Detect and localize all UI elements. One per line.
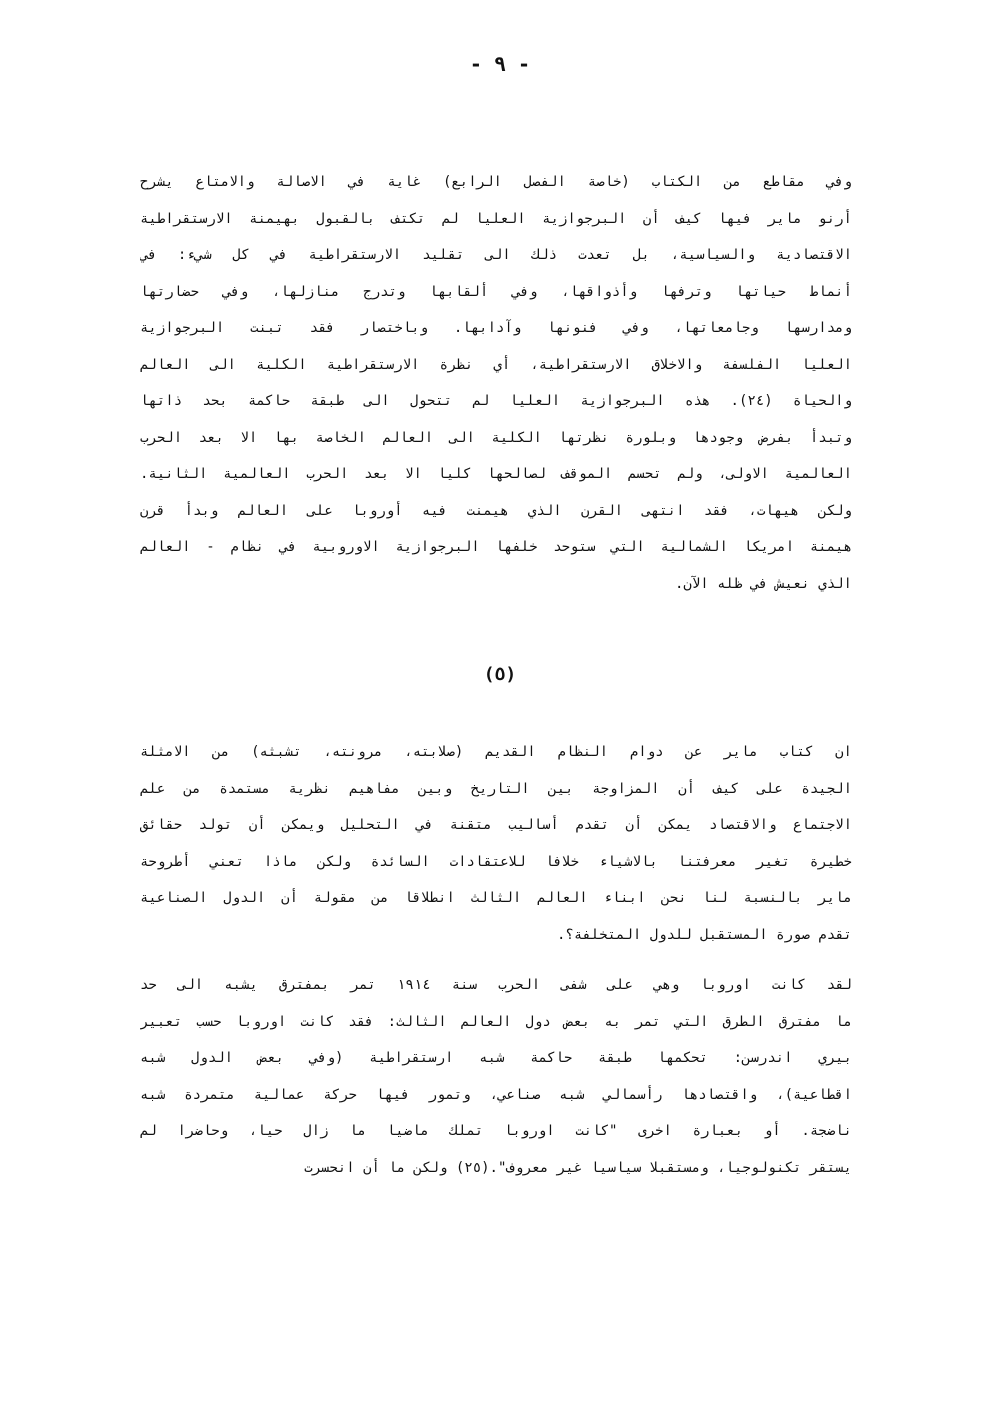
text-line: ان كتاب ماير عن دوام النظام القديم (صلابته، مرونته، تشبثه) من الامثلة — [140, 744, 852, 760]
text-line: تقدم صورة المستقبل للدول المتخلفة؟. — [556, 926, 852, 943]
page-number: - ٩ - — [469, 52, 531, 76]
text-line: الاقتصادية والسياسية، بل تعدت ذلك الى تقليد الارستقراطية في كل شيء: في — [140, 247, 852, 263]
text-line: ولكن هيهات، فقد انتهى القرن الذي هيمنت فيه أوروبا على العالم وبدأ قرن — [140, 502, 852, 519]
text-line: الجيدة على كيف أن المزاوجة بين التاريخ وبين مفاهيم نظرية مستمدة من علم — [140, 780, 852, 797]
text-line: ومدارسها وجامعاتها، وفي فنونها وآدابها. وباختصار فقد تبنت البرجوازية — [140, 320, 852, 336]
text-line: يستقر تكنولوجيا، ومستقبلا سياسيا غير معروف".(٢٥) ولكن ما أن انحسرت — [304, 1159, 852, 1176]
text-line: وفي مقاطع من الكتاب (خاصة الفصل الرابع) غاية في الاصالة والامتاع يشرح — [140, 174, 852, 190]
text-line: أنماط حياتها وترفها وأذواقها، وفي ألقابها وتدرج منازلها، وفي حضارتها — [140, 283, 852, 300]
text-line: لقد كانت اوروبا وهي على شفى الحرب سنة ١٩١٤ تمر بمفترق يشبه الى حد — [140, 977, 852, 993]
section-number: (٥) — [483, 664, 517, 685]
paragraph-1 — [140, 164, 852, 602]
text-line: أرنو ماير فيها كيف أن البرجوازية العليا لم تكتف بالقبول بهيمنة الارستقراطية — [140, 210, 852, 227]
paragraph-2 — [140, 734, 852, 953]
text-line: خطيرة تغير معرفتنا بالاشياء خلافا للاعتقادات السائدة ولكن ماذا تعني أطروحة — [140, 853, 852, 870]
text-line: العليا الفلسفة والاخلاق الارستقراطية، أي نظرة الارستقراطية الكلية الى العالم — [140, 356, 852, 373]
text-line: الاجتماع والاقتصاد يمكن أن تقدم أساليب متقنة في التحليل ويمكن أن تولد حقائق — [140, 817, 852, 833]
text-line: اقطاعية)، واقتصادها رأسمالي شبه صناعي، وتمور فيها حركة عمالية متمردة شبه — [140, 1086, 852, 1103]
text-line: وتبدأ بفرض وجودها وبلورة نظرتها الكلية الى العالم الخاصة بها الا بعد الحرب — [140, 429, 852, 446]
paragraph-3 — [140, 967, 852, 1186]
text-line: ماير بالنسبة لنا نحن ابناء العالم الثالث انطلاقا من مقولة أن الدول الصناعية — [140, 890, 852, 906]
text-line: الذي نعيش في ظله الآن. — [674, 575, 852, 592]
text-line: ما مفترق الطرق التي تمر به بعض دول العالم الثالث: فقد كانت اوروبا حسب تعبير — [140, 1013, 852, 1030]
text-line: هيمنة امريكا الشمالية التي ستوحد خلفها البرجوازية الاوروبية في نظام - العالم — [140, 539, 852, 555]
text-line: ناضجة. أو بعبارة اخرى "كانت اوروبا تملك ماضيا ما زال حيا، وحاضرا لم — [140, 1123, 852, 1139]
text-line: والحياة (٢٤). هذه البرجوازية العليا لم تتحول الى طبقة حاكمة بحد ذاتها — [140, 393, 852, 409]
text-line: العالمية الاولى، ولم تحسم الموقف لصالحها كليا الا بعد الحرب العالمية الثانية. — [140, 466, 852, 482]
text-line: بيري اندرسن: تحكمها طبقة حاكمة شبه ارستقراطية (وفي بعض الدول شبه — [140, 1050, 852, 1066]
